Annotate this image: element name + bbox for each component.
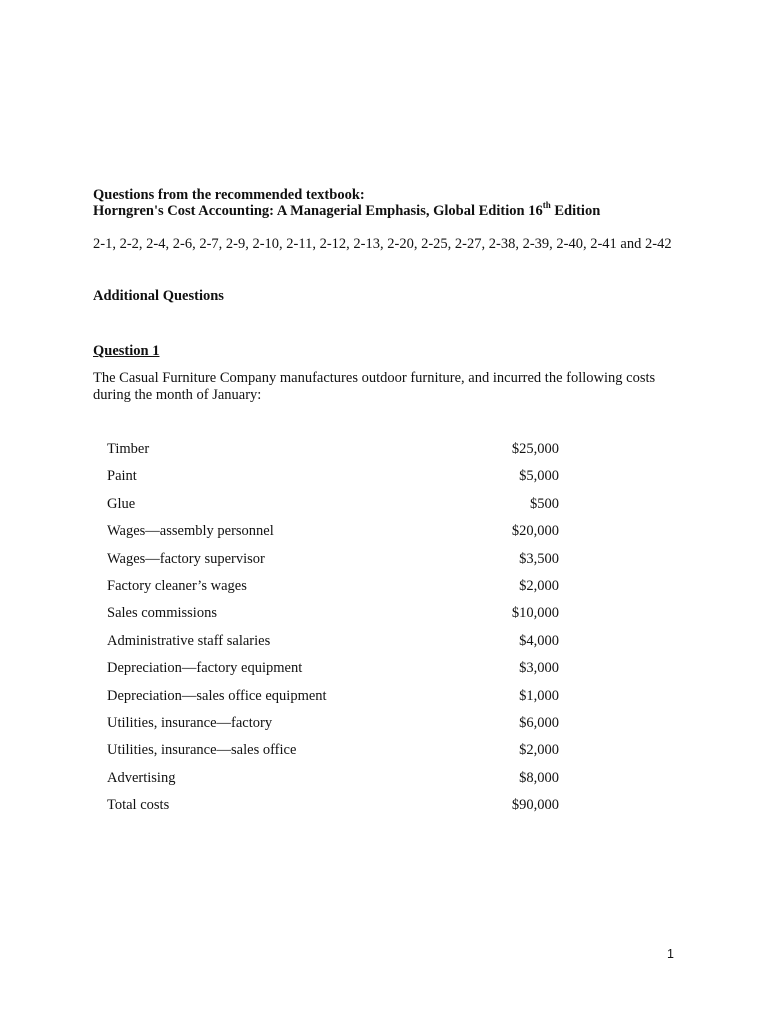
- cost-amount: $25,000: [511, 441, 559, 457]
- cost-amount: $4,000: [519, 632, 559, 649]
- question-1-text: The Casual Furniture Company manufactures outdoor furniture, and incurred the following costs during the month of January:: [93, 370, 656, 403]
- question-1-title: Question 1: [93, 343, 160, 359]
- cost-amount: $1,000: [519, 687, 559, 704]
- cost-row: [107, 550, 559, 577]
- cost-amount: $6,000: [519, 714, 559, 731]
- edition-superscript: th: [542, 200, 551, 211]
- cost-row: [107, 467, 559, 494]
- cost-amount: $8,000: [519, 769, 559, 786]
- cost-row: [107, 714, 559, 741]
- cost-row: [107, 687, 559, 714]
- textbook-title: [93, 202, 600, 220]
- cost-row: [107, 577, 559, 604]
- cost-label: Utilities, insurance—factory: [107, 714, 273, 731]
- cost-row: [107, 604, 559, 631]
- cost-amount: $3,500: [519, 550, 559, 567]
- cost-row: [107, 522, 559, 549]
- cost-amount: $10,000: [511, 605, 559, 622]
- cost-row: [107, 796, 559, 823]
- cost-label: Depreciation—factory equipment: [107, 660, 303, 677]
- cost-table: [107, 440, 559, 823]
- textbook-heading: Questions from the recommended textbook:: [93, 187, 365, 203]
- cost-label: Factory cleaner’s wages: [107, 577, 247, 594]
- cost-amount: $2,000: [519, 577, 559, 594]
- cost-amount: $3,000: [519, 660, 559, 677]
- cost-amount: $90,000: [511, 797, 559, 814]
- cost-row: [107, 632, 559, 659]
- cost-row: [107, 659, 559, 686]
- cost-label: Administrative staff salaries: [107, 632, 271, 649]
- cost-row: [107, 495, 559, 522]
- cost-label: Wages—factory supervisor: [107, 550, 265, 567]
- page-number: 1: [667, 947, 674, 961]
- cost-label: Utilities, insurance—sales office: [107, 742, 297, 759]
- cost-amount: $5,000: [519, 468, 559, 485]
- cost-label: Advertising: [107, 769, 176, 786]
- cost-label: Depreciation—sales office equipment: [107, 687, 327, 704]
- cost-label: Paint: [107, 468, 137, 485]
- cost-label: Glue: [107, 495, 136, 512]
- cost-label: Total costs: [107, 797, 170, 814]
- additional-questions-heading: Additional Questions: [93, 288, 224, 304]
- problem-list: 2-1, 2-2, 2-4, 2-6, 2-7, 2-9, 2-10, 2-11, 2-12, 2-13, 2-20, 2-25, 2-27, 2-38, 2-39, 2-40, 2-41 and 2-42: [93, 236, 672, 252]
- textbook-title-main: Horngren's Cost Accounting: A Managerial Emphasis, Global Edition 16: [93, 203, 543, 219]
- textbook-title-end: Edition: [550, 203, 601, 219]
- cost-amount: $500: [530, 495, 559, 512]
- cost-amount: $20,000: [511, 523, 559, 540]
- cost-row: [107, 741, 559, 768]
- cost-amount: $2,000: [519, 742, 559, 759]
- cost-label: Sales commissions: [107, 605, 217, 622]
- cost-row: [107, 769, 559, 796]
- cost-row: [107, 440, 559, 467]
- cost-label: Timber: [107, 441, 150, 457]
- cost-label: Wages—assembly personnel: [107, 523, 274, 540]
